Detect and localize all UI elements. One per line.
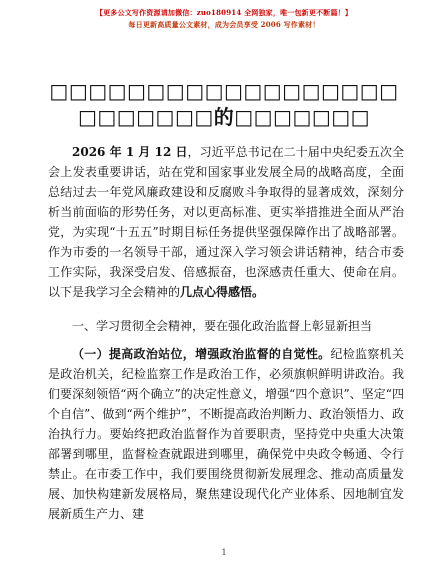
intro-text: ，习近平总书记在二十届中央纪委五次全会上发表重要讲话，站在党和国家事业发展全局的战略高度，全面总结过去一年党风廉政建设和反腐败斗争取得的显著成效，深刻分析当前面临的形势任务，对以更高标准、更实举措推进全面从严治党，为实现“十五五”时期目标任务提供坚强保障作出了战略部署。作为市委的一名领导干部，通过深入学习领会讲话精神，结合市委工作实际，我深受启发、倍感振奋，也深感责任重大、使命在肩。以下是我学习全会精神的 [48, 145, 404, 299]
document-title-line-2 [48, 104, 400, 131]
intro-bold-ending: 几点心得感悟。 [180, 285, 265, 299]
title-connector: 的 [213, 105, 235, 129]
title-part-2: □□□□□□□ [234, 105, 371, 129]
subsection-1-paragraph [48, 344, 404, 524]
subsection-1-heading: （一）提高政治站位，增强政治监督的自觉性。 [72, 347, 331, 361]
promo-banner-line-2: 每日更新高质量公文素材，成为会员享受 2006 写作素材！ [128, 20, 320, 29]
subsection-1-text: 纪检监察机关是政治机关，纪检监察工作是政治工作，必须旗帜鲜明讲政治。我们要深刻领悟“两个确立”的决定性意义，增强“四个意识”、坚定“四个自信”、做到“两个维护”，不断提高政治判断力、政治领悟力、政治执行力。要始终把政治监督作为首要职责，坚持党中央重大决策部署到哪里，监督检查就跟进到哪里，确保党中央政令畅通、令行禁止。在市委工作中，我们要围绕贯彻新发展理念、推动高质量发展、加快构建新发展格局，聚焦建设现代化产业体系、因地制宜发展新质生产力、建 [48, 347, 404, 521]
intro-date: 2026 年 1 月 12 日 [72, 145, 188, 159]
page-number: 1 [221, 548, 227, 557]
title-part-1: □□□□□□□ [77, 105, 214, 129]
section-1-heading: 一、学习贯彻全会精神，要在强化政治监督上彰显新担当 [72, 319, 373, 333]
intro-paragraph [48, 142, 404, 302]
promo-banner-line-1: 【更多公文写作资源请加微信：zuo180914 全网独家，唯一包新更不断篇！】 [95, 8, 353, 17]
document-title-line-1: □□□□□□□□□□□□□□□□□□ [49, 79, 399, 103]
